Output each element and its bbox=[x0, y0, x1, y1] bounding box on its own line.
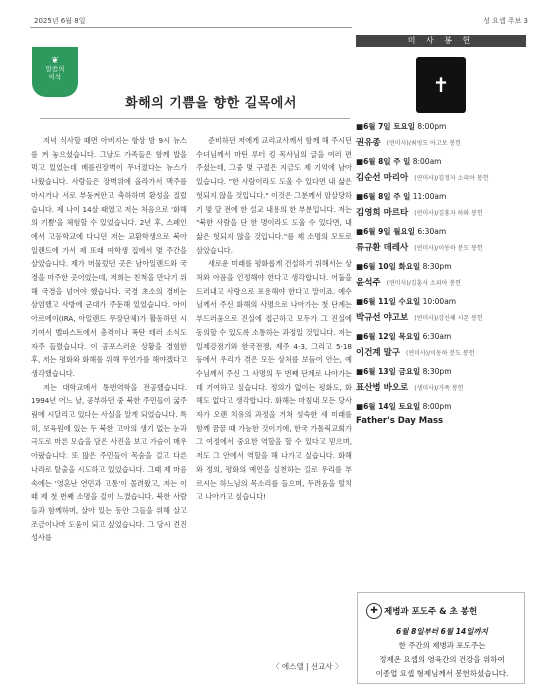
article-paragraph: 준비하던 저에게 교리교사께서 함께 해 주시던 수녀님께서 마틴 루터 킹 목사님의 글을 여러 편 주셨는데, 그중 몇 구절은 지금도 제 기억에 남아 있습니다. "한 사람이라도 도울 수 있다면 내 삶은 헛되지 않을 것입니다." 이것은 그분께서 암살당하기 몇 달 전에 한 설교 내용의 한 부분입니다. 저는 "북한 사람을 단 한 명이라도 도울 수 있다면, 내 삶은 헛되지 않을 것입니다."를 제 소명의 모토로 삼았습니다. bbox=[196, 136, 352, 255]
mass-note: (연미사)/이동하 분도 봉헌 bbox=[414, 245, 483, 252]
mass-intention bbox=[356, 136, 526, 148]
mass-name: 윤석주 bbox=[356, 278, 381, 288]
leaf-icon: ❦ bbox=[51, 56, 59, 66]
mass-time: 6:30am bbox=[417, 227, 447, 236]
title-rule bbox=[40, 118, 350, 119]
mass-date: 6월 8일 주 일 bbox=[363, 157, 411, 166]
cross-circle-icon: ✚ bbox=[366, 603, 382, 619]
badge-line1: 말씀의 bbox=[45, 65, 65, 73]
article-title: 화해의 기쁨을 향한 길목에서 bbox=[125, 96, 297, 111]
mass-item bbox=[356, 401, 526, 426]
mass-time: 8:00pm bbox=[422, 402, 452, 411]
mass-name: Father's Day Mass bbox=[356, 416, 444, 426]
mass-date-line: ■6월 11일 수요일 10:00am bbox=[356, 297, 457, 306]
mass-date: 6월 7일 토요일 bbox=[363, 122, 415, 131]
mass-intention bbox=[356, 311, 526, 323]
header-date: 2025년 6월 8일 bbox=[34, 17, 86, 25]
mass-note: (연미사)/최영도 아고보 봉헌 bbox=[386, 140, 461, 147]
article-column-1 bbox=[31, 134, 187, 545]
mass-note: (연미사)/김홍자 하와 봉헌 bbox=[414, 210, 483, 217]
mass-date-line: ■6월 8일 주 일 11:00am bbox=[356, 192, 447, 201]
mass-note: (연미사)/김정자 소피아 봉헌 bbox=[414, 175, 489, 182]
top-rule bbox=[30, 27, 352, 28]
mass-intention bbox=[356, 381, 526, 393]
mass-date: 6월 13일 금요일 bbox=[363, 367, 421, 376]
word-badge bbox=[32, 47, 78, 97]
mass-note: (연미사)/이동하 분도 봉헌 bbox=[406, 350, 475, 357]
mass-date-line: ■6월 13일 금요일 8:30pm bbox=[356, 367, 452, 376]
mass-intention bbox=[356, 346, 526, 358]
mass-intention bbox=[356, 171, 526, 183]
mass-panel bbox=[356, 35, 526, 426]
header-publication: 성 요셉 주보 3 bbox=[483, 17, 528, 25]
mass-date-line: ■6월 14일 토요일 8:00pm bbox=[356, 402, 452, 411]
mass-name: 권유종 bbox=[356, 138, 381, 148]
mass-list bbox=[356, 121, 526, 426]
mass-name: 이건계 말구 bbox=[356, 348, 401, 358]
article-paragraph: 저는 대학교에서 통번역학을 전공했습니다. 1994년 어느 날, 공부하던 중 북한 주민들이 굶주림에 시달리고 있다는 사실을 알게 되었습니다. 특히, 보육원에 있는 두 북한 고아의 생기 없는 눈과 극도로 마른 모습을 담은 사진을 보고 가슴이 매우 아팠습니다. 또 많은 주민들이 목숨을 걸고 다른 나라로 탈출을 시도하고 있었습니다. 그때 제 마음속에는 '영혼난 연민과 고통'이 몰려왔고, 저는 이때 제 첫 번째 소명을 깊이 느꼈습니다. 북한 사람들과 함께하며, 살아 있는 동안 그들을 위해 살고 조금이나마 도움이 되고 싶었습니다. 그 당시 견진성사를 bbox=[31, 382, 187, 543]
mass-intention bbox=[356, 241, 526, 253]
mass-name: 류규환 데레사 bbox=[356, 243, 409, 253]
mass-time: 8:30pm bbox=[422, 262, 452, 271]
mass-item bbox=[356, 156, 526, 183]
mass-item bbox=[356, 366, 526, 393]
mass-time: 6:30am bbox=[422, 332, 452, 341]
article-author: 〈 에스텔 | 선교사 〉 bbox=[272, 662, 343, 671]
mass-date: 6월 14일 토요일 bbox=[363, 402, 421, 411]
mass-note: (생미사)/가족 봉헌 bbox=[414, 385, 464, 392]
mass-name: 표산병 바오로 bbox=[356, 383, 409, 393]
mass-intention bbox=[356, 206, 526, 218]
mass-date-line: ■6월 7일 토요일 8:00pm bbox=[356, 122, 447, 131]
mass-intention bbox=[356, 276, 526, 288]
mass-time: 8:00pm bbox=[417, 122, 447, 131]
mass-date-line: ■6월 9일 월요일 6:30am bbox=[356, 227, 447, 236]
article-paragraph: 저녁 식사할 때면 아버지는 항상 밤 9시 뉴스를 켜 놓으셨습니다. 그날도 가족들은 함께 밥을 먹고 있었는데 베를린장벽이 무너졌다는 뉴스가 나왔습니다. 사람들은 장벽위에 올라가서 맥주를 마시거나 서로 부둥켜안고 축하하며 환성을 질렀습니다. 제 나이 14살 때였고 저는 처음으로 '화해의 기쁨'을 체험할 수 있었습니다. 2년 후, 스페인에서 고등학교에 다니던 저는 교환학생으로 북아일랜드에 가서 제 또래 여학생 집에서 몇 주간을 살았습니다. 제가 머물렀던 곳은 남아일랜드와 국경을 마주한 곳이었는데, 저희는 친척을 만나기 위해 국경을 넘어야 했습니다. 국경 초소의 경비는 삼엄했고 사방에 군대가 주둔해 있었습니다. 아이아르에이(IRA, 아일랜드 무장단체)가 활동하던 시기여서 벨파스트에서 총격이나 폭탄 테러 소식도 자주 들렸습니다. 이 공포스러운 상황을 경험한 후, 저는 평화와 화해를 위해 무언가를 해야겠다고 생각했습니다. bbox=[31, 136, 187, 378]
offering-box bbox=[357, 592, 525, 684]
mass-item bbox=[356, 191, 526, 218]
offering-text bbox=[366, 625, 518, 681]
chalice-icon: ✝ bbox=[416, 57, 466, 113]
mass-item bbox=[356, 296, 526, 323]
mass-date-line: ■6월 12일 목요일 6:30am bbox=[356, 332, 452, 341]
mass-name: 김순선 마리아 bbox=[356, 173, 409, 183]
mass-item bbox=[356, 331, 526, 358]
offering-title: 제병과 포도주 & 초 봉헌 bbox=[384, 607, 478, 617]
mass-date: 6월 12일 목요일 bbox=[363, 332, 421, 341]
mass-note: (연미사)/강신혜 시몬 봉헌 bbox=[414, 315, 483, 322]
offering-line: 이종업 요셉 형제님께서 봉헌하셨습니다. bbox=[375, 669, 509, 678]
mass-item bbox=[356, 226, 526, 253]
mass-item bbox=[356, 261, 526, 288]
mass-date: 6월 8일 주 일 bbox=[363, 192, 411, 201]
article-column-2 bbox=[196, 134, 352, 504]
mass-date-line: ■6월 10일 화요일 8:30pm bbox=[356, 262, 452, 271]
mass-time: 10:00am bbox=[422, 297, 457, 306]
offering-line: 정제온 요셉의 영육간의 건강을 위하여 bbox=[379, 655, 505, 664]
mass-date-line: ■6월 8일 주 일 8:00am bbox=[356, 157, 442, 166]
mass-header: 미 사 봉 헌 bbox=[356, 35, 526, 47]
mass-date: 6월 11일 수요일 bbox=[363, 297, 421, 306]
mass-date: 6월 10일 화요일 bbox=[363, 262, 421, 271]
mass-note: (연미사)/김홍사 소피아 봉헌 bbox=[386, 280, 461, 287]
offering-line: 6월 8일부터 6월 14일까지 bbox=[396, 627, 488, 636]
article-paragraph: 새로운 미래를 평화롭게 건설하기 위해서는 상처와 아픔을 인정해야 한다고 생각합니다. 어둡을 드러내고 사랑으로 포용해야 한다고 말이죠. 예수님께서 주신 화해의 사명으로 나아가는 첫 단계는 부드러움으로 진실에 접근하고 모두가 그 진실에 동의할 수 있도록 소통하는 과정일 것입니다. 저는 일제강점기와 한국전쟁, 제주 4·3, 그리고 5·18 등에서 우리가 겪은 모든 상처를 보듬어 안는, 예수님께서 주신 그 사명의 두 번째 단계로 나아가는 데 기여하고 싶습니다. 정의가 없이는 평화도, 화해도 없다고 생각합니다. 화해는 마침내 모든 당사자가 오랜 치유의 과정을 거쳐 성숙한 새 미래를 함께 꿈꿀 때 가능한 것이기에, 한국 가톨릭교회가 그 여정에서 중요한 역할을 할 수 있다고 믿으며, 저도 그 안에서 역할을 해 나가고 싶습니다. 화해와 정의, 평화의 예언을 실천하는 길로 우리를 부르시는 하느님의 목소리를 들으며, 두려움을 떨치고 나아가고 싶습니다! bbox=[196, 259, 352, 502]
mass-time: 11:00am bbox=[412, 192, 447, 201]
mass-time: 8:00am bbox=[412, 157, 442, 166]
mass-time: 8:30pm bbox=[422, 367, 452, 376]
mass-date: 6월 9일 월요일 bbox=[363, 227, 415, 236]
mass-item bbox=[356, 121, 526, 148]
offering-line: 한 주간의 제병과 포도주는 bbox=[398, 641, 486, 650]
mass-intention bbox=[356, 416, 526, 426]
mass-name: 김영희 마르타 bbox=[356, 208, 409, 218]
mass-name: 박규선 야고보 bbox=[356, 313, 409, 323]
badge-line2: 이삭 bbox=[48, 73, 62, 81]
